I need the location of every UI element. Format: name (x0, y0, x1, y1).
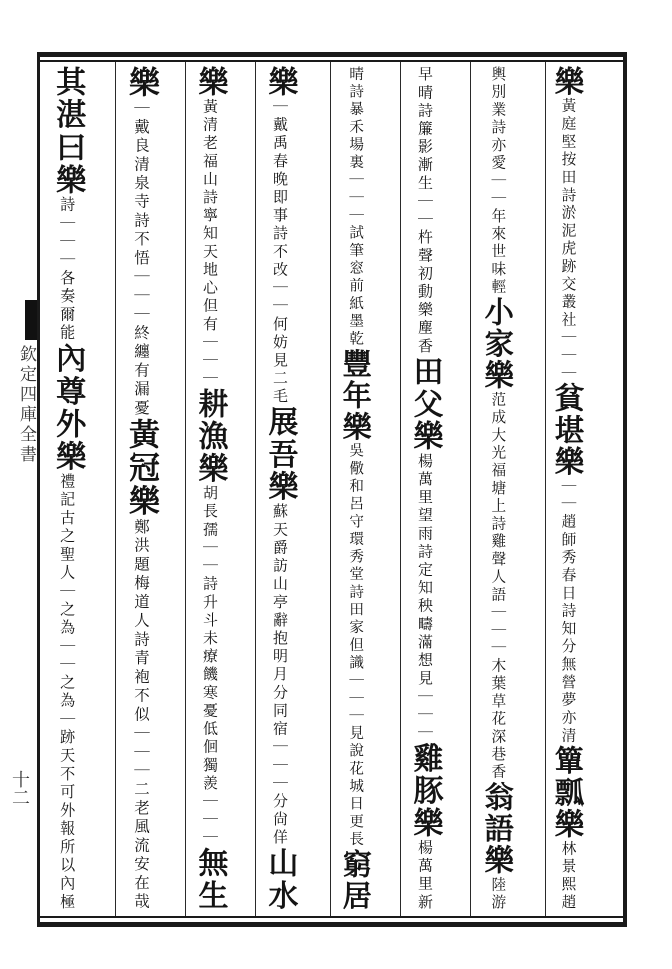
entry-term: 展吾樂 (262, 406, 298, 504)
entry-annotation: 陸游 (489, 876, 507, 912)
column-divider (185, 62, 186, 916)
column-divider (255, 62, 256, 916)
frame-bottom-rule (40, 916, 624, 918)
entry-term: 黃冠樂 (122, 418, 159, 519)
entry-term: 小家樂 (480, 296, 516, 392)
column-divider (545, 62, 546, 916)
text-column-5 (262, 66, 298, 912)
entry-annotation: 林景熙趙 (559, 840, 577, 912)
entry-annotation: 詩｜｜｜各奏爾能 (58, 196, 77, 343)
entry-heading: 樂 (550, 66, 586, 98)
entry-annotation: ｜｜趙師秀春日詩知分無營夢亦清 (559, 477, 577, 746)
entry-annotation: 早晴詩簾影漸生｜｜杵聲初動樂塵香 (415, 66, 434, 356)
entry-heading: 樂 (262, 66, 298, 99)
entry-annotation: 黃清老福山詩寧知天地心但有｜｜｜ (200, 98, 219, 389)
entry-term: 豐年樂 (338, 348, 373, 443)
entry-term: 雞豚樂 (407, 742, 443, 840)
entry-annotation: 胡長孺｜｜詩升斗未療饑寒憂低佪獨羨｜｜｜ (200, 484, 219, 848)
entry-annotation: 輿別業詩亦愛｜｜年來世味輕 (489, 66, 507, 297)
text-column-8 (50, 66, 86, 912)
text-column-4 (338, 66, 373, 912)
column-divider (400, 62, 401, 916)
frame-top-rule (40, 60, 624, 62)
entry-term: 無生 (192, 847, 228, 912)
text-column-2 (480, 66, 516, 912)
entry-annotation: 楊萬里望雨詩定知秧疇滿想見｜｜｜ (415, 452, 434, 743)
entry-term: 田父樂 (407, 355, 443, 453)
entry-heading: 樂 (192, 66, 228, 99)
text-column-6 (192, 66, 228, 912)
entry-term: 翁語樂 (480, 781, 516, 877)
entry-term: 窮居 (338, 848, 373, 912)
column-divider (470, 62, 471, 916)
spine-label: 欽定四庫全書 (16, 345, 36, 465)
entry-term: 耕漁樂 (192, 388, 228, 485)
entry-annotation: 晴詩暴禾場裏｜｜｜試筆窓前紙墨乾 (347, 66, 365, 349)
entry-annotation: 范成大光福塘上詩雞聲人語｜｜｜木葉草花深巷香 (489, 391, 507, 782)
entry-heading: 其湛曰樂 (50, 66, 86, 197)
column-divider (115, 62, 116, 916)
text-column-1 (550, 66, 586, 912)
text-column-3 (407, 66, 443, 912)
entry-annotation: 吳儆和呂守環秀堂詩田家但識｜｜｜見說花城日更長 (347, 442, 365, 849)
entry-annotation: 蘇天爵訪山亭辭抱明月分同宿｜｜｜分尙佯 (270, 503, 289, 848)
entry-term: 簞瓢樂 (550, 745, 586, 841)
entry-term: 內尊外樂 (50, 342, 86, 474)
entry-annotation: 鄭洪題梅道人詩青袍不似｜｜｜二老風流安在哉 (131, 518, 150, 912)
entry-annotation: 禮記古之聖人｜之為｜｜之為｜跡天不可外報所以內極 (58, 473, 77, 912)
entry-annotation: ｜戴禹春晚即事詩不改｜｜何妨見二毛 (270, 98, 289, 407)
entry-annotation: ｜戴良清泉寺詩不悟｜｜｜終纏有漏憂 (131, 99, 150, 419)
spine-black-block (25, 300, 37, 340)
entry-term: 貧堪樂 (550, 382, 586, 478)
text-column-7 (122, 66, 159, 912)
entry-heading: 樂 (122, 66, 159, 100)
page-number: 十二 (9, 770, 30, 806)
column-divider (330, 62, 331, 916)
entry-annotation: 楊萬里新 (415, 839, 434, 912)
entry-annotation: 黃庭堅按田詩淤泥虎跡交叢社｜｜｜ (559, 97, 577, 383)
entry-term: 山水 (262, 847, 298, 912)
